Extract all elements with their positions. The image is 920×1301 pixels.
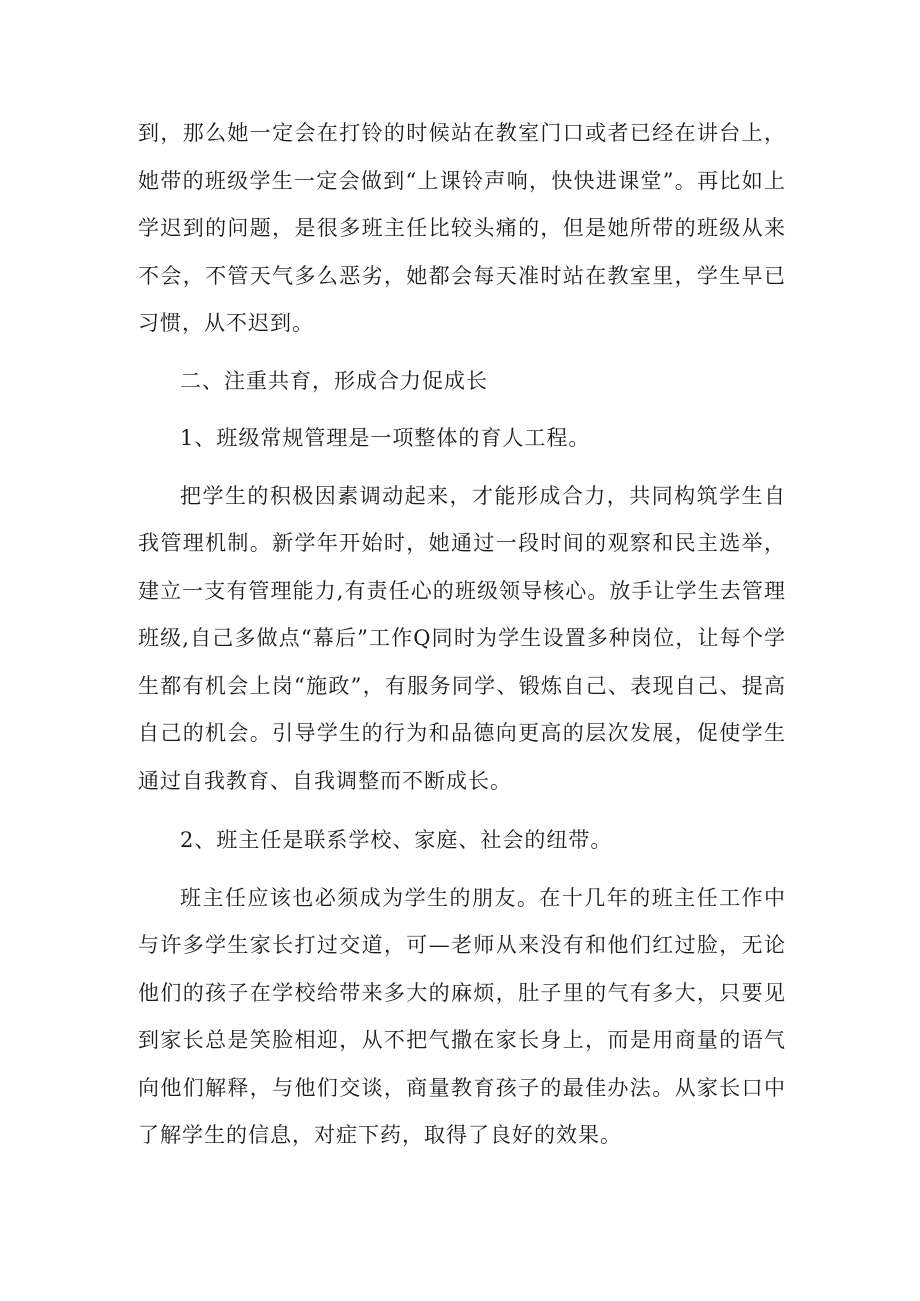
document-page [138, 110, 786, 1160]
paragraph-parent-communication: 班主任应该也必须成为学生的朋友。在十几年的班主任工作中与许多学生家长打过交道，可—老师从来没有和他们红过脸，无论他们的孩子在学校给带来多大的麻烦，肚子里的气有多大，只要见到家长总是笑脸相迎，从不把气撒在家长身上，而是用商量的语气向他们解释，与他们交谈，商量教育孩子的最佳办法。从家长口中了解学生的信息，对症下药，取得了良好的效果。 [138, 885, 786, 1147]
paragraph-continued: 到，那么她一定会在打铃的时候站在教室门口或者已经在讲台上，她带的班级学生一定会做到“上课铃声响，快快进课堂”。再比如上学迟到的问题，是很多班主任比较头痛的，但是她所带的班级从来不会，不管天气多么恶劣，她都会每天准时站在教室里，学生早已习惯，从不迟到。 [138, 121, 786, 335]
subheading-2: 2、班主任是联系学校、家庭、社会的纽带。 [180, 828, 613, 852]
paragraph-gap [138, 805, 786, 817]
paragraph-self-management: 把学生的积极因素调动起来，才能形成合力，共同构筑学生自我管理机制。新学年开始时，她通过一段时间的观察和民主选举，建立一支有管理能力,有责任心的班级领导核心。放手让学生去管理班级,自己多做点“幕后”工作Q同时为学生设置多种岗位，让每个学生都有机会上岗“施政”，有服务同学、锻炼自己、表现自己、提高自己的机会。引导学生的行为和品德向更高的层次发展，促使学生通过自我教育、自我调整而不断成长。 [138, 483, 786, 793]
paragraph-gap [138, 463, 786, 473]
paragraph-gap [138, 405, 786, 415]
section-heading: 二、注重共育，形成合力促成长 [180, 368, 488, 393]
paragraph-gap [138, 865, 786, 875]
subheading-1: 1、班级常规管理是一项整体的育人工程。 [180, 426, 591, 450]
paragraph-gap [138, 348, 786, 358]
